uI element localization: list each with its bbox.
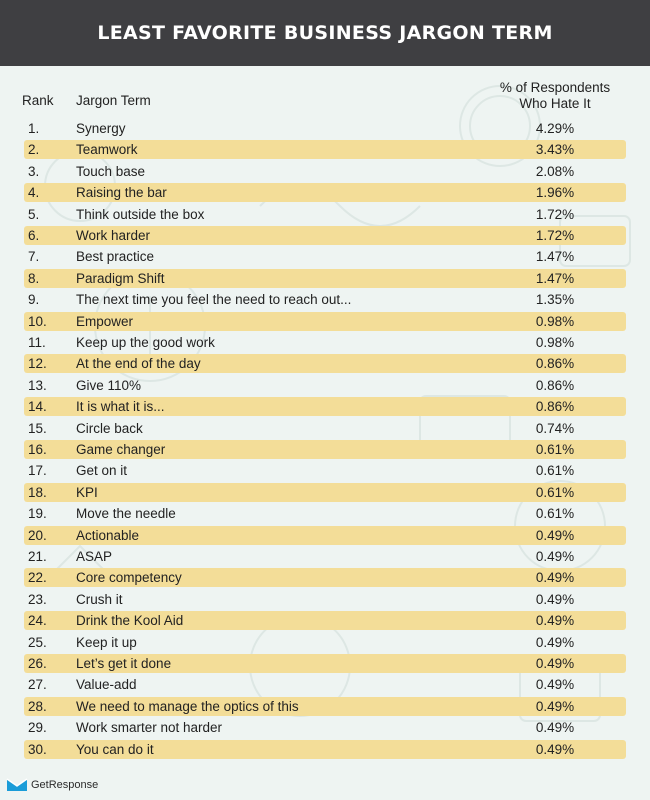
cell-percent: 0.74% (535, 420, 575, 436)
cell-percent: 1.72% (535, 206, 575, 222)
cell-rank: 12. (28, 356, 47, 372)
cell-percent: 0.49% (535, 698, 575, 714)
table-row (0, 246, 650, 267)
table-row (0, 632, 650, 653)
cell-term: ASAP (76, 549, 113, 564)
table-row (0, 268, 650, 289)
table-row (0, 375, 650, 396)
column-header-rank: Rank (22, 93, 54, 108)
cell-term: At the end of the day (76, 356, 201, 372)
table-row (0, 717, 650, 738)
table-row (0, 204, 650, 225)
cell-term: Touch base (76, 163, 146, 179)
cell-percent: 3.43% (535, 142, 575, 158)
cell-term: The next time you feel the need to reach out... (76, 292, 352, 308)
table-row (0, 567, 650, 588)
table-row (0, 418, 650, 439)
cell-percent: 0.98% (535, 335, 575, 350)
table-row (0, 696, 650, 717)
cell-rank: 22. (28, 570, 47, 586)
cell-percent: 0.49% (535, 570, 575, 586)
cell-rank: 4. (28, 185, 40, 201)
cell-term: KPI (76, 484, 98, 500)
table-row (0, 311, 650, 332)
cell-percent: 1.72% (535, 228, 575, 243)
table-row (0, 225, 650, 246)
cell-term: Value-add (76, 677, 137, 693)
table-row (0, 396, 650, 417)
table-row (0, 460, 650, 481)
cell-percent: 1.96% (535, 185, 575, 201)
cell-term: It is what it is... (76, 399, 165, 415)
table-row (0, 332, 650, 353)
cell-rank: 18. (28, 484, 47, 500)
cell-rank: 13. (28, 377, 47, 393)
cell-percent: 0.49% (535, 656, 575, 671)
cell-rank: 23. (28, 591, 47, 607)
cell-percent: 0.61% (535, 442, 575, 457)
cell-rank: 20. (28, 527, 47, 543)
cell-term: Work smarter not harder (76, 720, 223, 736)
cell-rank: 5. (28, 206, 40, 222)
brand-logo (6, 778, 98, 792)
cell-percent: 0.61% (535, 484, 575, 500)
cell-rank: 28. (28, 698, 47, 714)
column-header-percent (490, 80, 620, 112)
cell-term: Work harder (76, 228, 151, 243)
cell-percent: 1.47% (535, 249, 575, 265)
cell-rank: 16. (28, 442, 47, 457)
cell-term: Circle back (76, 420, 143, 436)
cell-rank: 9. (28, 292, 40, 308)
cell-rank: 25. (28, 634, 47, 650)
cell-percent: 0.49% (535, 720, 575, 736)
table-row (0, 353, 650, 374)
brand-name: GetResponse (31, 779, 99, 791)
cell-rank: 6. (28, 228, 40, 243)
cell-term: Paradigm Shift (76, 270, 165, 286)
page-title: LEAST FAVORITE BUSINESS JARGON TERM (97, 22, 553, 44)
cell-term: Game changer (76, 442, 166, 457)
cell-percent: 0.49% (535, 741, 575, 757)
cell-term: Keep up the good work (76, 335, 215, 350)
cell-term: Actionable (76, 527, 140, 543)
getresponse-logo-icon (6, 778, 28, 792)
cell-term: Teamwork (76, 142, 138, 158)
cell-rank: 11. (28, 335, 46, 350)
title-banner (0, 0, 650, 66)
cell-percent: 0.86% (535, 377, 575, 393)
table-row (0, 525, 650, 546)
table-row (0, 653, 650, 674)
cell-term: Think outside the box (76, 206, 205, 222)
cell-percent: 0.49% (535, 677, 575, 693)
cell-rank: 29. (28, 720, 47, 736)
cell-percent: 2.08% (535, 163, 575, 179)
cell-term: Move the needle (76, 506, 176, 522)
cell-term: Crush it (76, 591, 123, 607)
cell-rank: 21. (28, 549, 47, 564)
cell-rank: 2. (28, 142, 40, 158)
cell-percent: 0.98% (535, 313, 575, 329)
cell-term: Raising the bar (76, 185, 167, 201)
cell-term: Drink the Kool Aid (76, 613, 184, 629)
cell-rank: 24. (28, 613, 47, 629)
cell-percent: 1.47% (535, 270, 575, 286)
cell-rank: 8. (28, 270, 40, 286)
cell-percent: 0.86% (535, 356, 575, 372)
table-row (0, 289, 650, 310)
cell-rank: 27. (28, 677, 47, 693)
cell-percent: 0.86% (535, 399, 575, 415)
cell-rank: 26. (28, 656, 47, 671)
cell-percent: 0.49% (535, 591, 575, 607)
cell-rank: 15. (28, 420, 47, 436)
cell-term: We need to manage the optics of this (76, 698, 299, 714)
cell-term: Keep it up (76, 634, 137, 650)
cell-percent: 0.49% (535, 634, 575, 650)
cell-term: You can do it (76, 741, 154, 757)
cell-rank: 3. (28, 163, 40, 179)
cell-percent: 1.35% (535, 292, 575, 308)
cell-term: Give 110% (76, 377, 142, 393)
cell-term: Best practice (76, 249, 155, 265)
column-header-term: Jargon Term (76, 93, 151, 108)
table-row (0, 546, 650, 567)
table-row (0, 674, 650, 695)
table-row (0, 182, 650, 203)
table-row (0, 610, 650, 631)
cell-percent: 0.49% (535, 527, 575, 543)
cell-rank: 19. (28, 506, 47, 522)
cell-rank: 14. (28, 399, 47, 415)
table-row (0, 439, 650, 460)
cell-rank: 10. (28, 313, 47, 329)
table-row (0, 139, 650, 160)
cell-percent: 0.49% (535, 549, 575, 564)
cell-percent: 0.61% (535, 463, 575, 479)
cell-term: Get on it (76, 463, 128, 479)
cell-term: Let’s get it done (76, 656, 172, 671)
column-header-percent-line1: % of Respondents (499, 80, 611, 95)
cell-term: Synergy (76, 121, 126, 136)
cell-term: Core competency (76, 570, 182, 586)
cell-rank: 7. (28, 249, 40, 265)
table-row (0, 482, 650, 503)
table-row (0, 589, 650, 610)
table-row (0, 118, 650, 139)
cell-percent: 0.49% (535, 613, 575, 629)
table-row (0, 161, 650, 182)
table-row (0, 503, 650, 524)
cell-rank: 17. (28, 463, 47, 479)
cell-percent: 0.61% (535, 506, 575, 522)
cell-rank: 1. (28, 121, 40, 136)
table-row (0, 739, 650, 760)
column-header-percent-line2: Who Hate It (519, 96, 591, 111)
cell-rank: 30. (28, 741, 47, 757)
cell-percent: 4.29% (535, 121, 575, 136)
cell-term: Empower (76, 313, 134, 329)
